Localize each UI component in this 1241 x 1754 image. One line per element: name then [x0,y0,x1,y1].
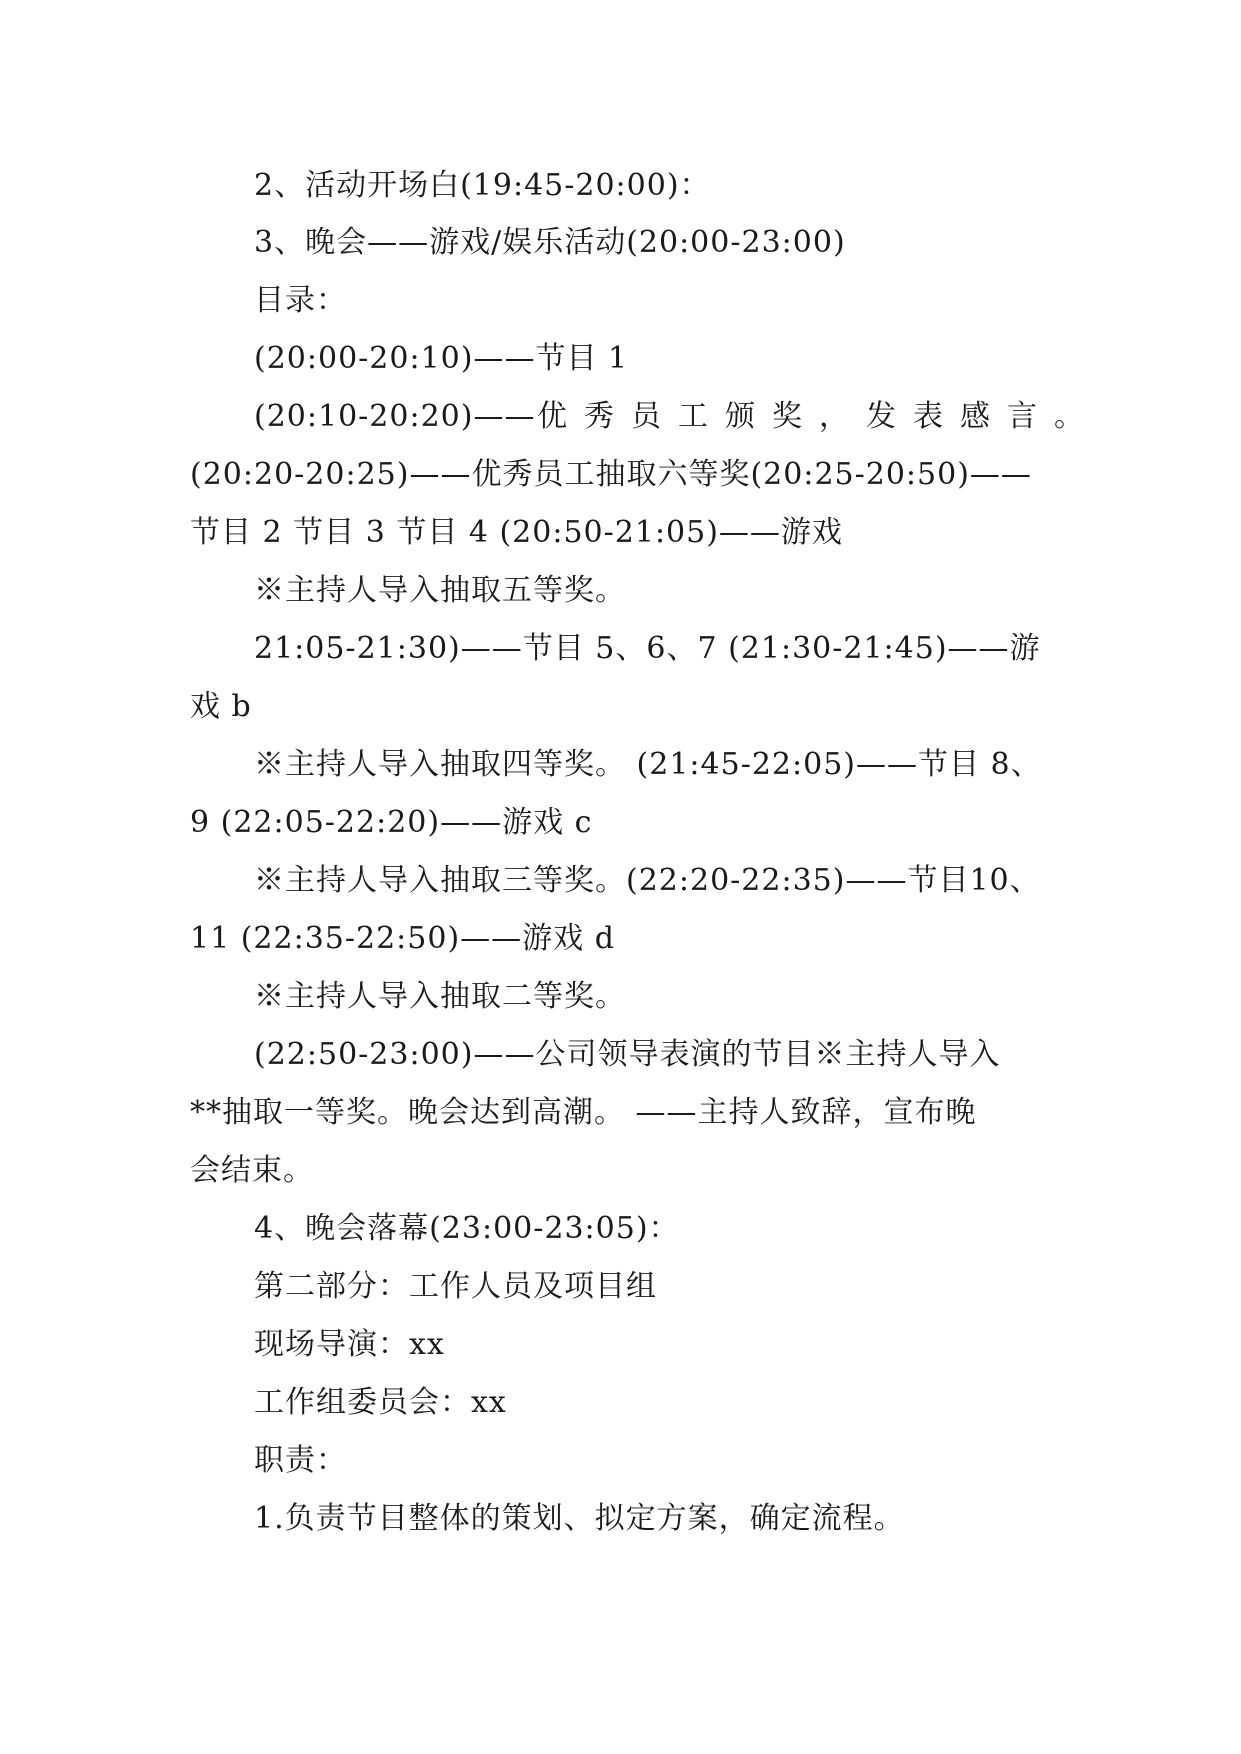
text-line: 职责： [254,1443,347,1478]
text-line: 1.负责节目整体的策划、拟定方案，确定流程。 [254,1501,905,1536]
text-line: ※主持人导入抽取四等奖。 (21:45-22:05)——节目 8、 [254,747,1042,782]
text-line: 3、晚会——游戏/娱乐活动(20:00-23:00) [254,225,846,260]
text-line: (20:10-20:20)—— [254,399,536,434]
text-line: 9 (22:05-22:20)——游戏 c [190,805,593,840]
text-line: 21:05-21:30)——节目 5、6、7 (21:30-21:45)——游 [254,631,1041,666]
text-line: 节目 2 节目 3 节目 4 (20:50-21:05)——游戏 [190,515,843,550]
text-line: 优秀员工颁奖，发表感言。 [537,399,1101,434]
text-line: 现场导演：xx [254,1327,445,1362]
text-line: ※主持人导入抽取五等奖。 [254,573,626,608]
text-line: (20:20-20:25)——优秀员工抽取六等奖(20:25-20:50)—— [190,457,1032,492]
text-line: 11 (22:35-22:50)——游戏 d [190,921,615,956]
text-line: **抽取一等奖。晚会达到高潮。 ——主持人致辞，宣布晚 [190,1095,977,1130]
text-line: (22:50-23:00)——公司领导表演的节目※主持人导入 [254,1037,1001,1072]
text-line: 目录： [254,283,347,318]
text-line: 会结束。 [190,1153,314,1188]
text-line: 2、活动开场白(19:45-20:00)： [254,168,711,203]
text-line: 4、晚会落幕(23:00-23:05)： [254,1211,680,1246]
text-line: (20:00-20:10)——节目 1 [254,341,629,376]
text-line: 工作组委员会：xx [254,1385,507,1420]
text-line: 戏 b [190,689,252,724]
text-line: ※主持人导入抽取二等奖。 [254,979,626,1014]
text-line: ※主持人导入抽取三等奖。(22:20-22:35)——节目10、 [254,863,1041,898]
text-line: 第二部分：工作人员及项目组 [254,1269,657,1304]
